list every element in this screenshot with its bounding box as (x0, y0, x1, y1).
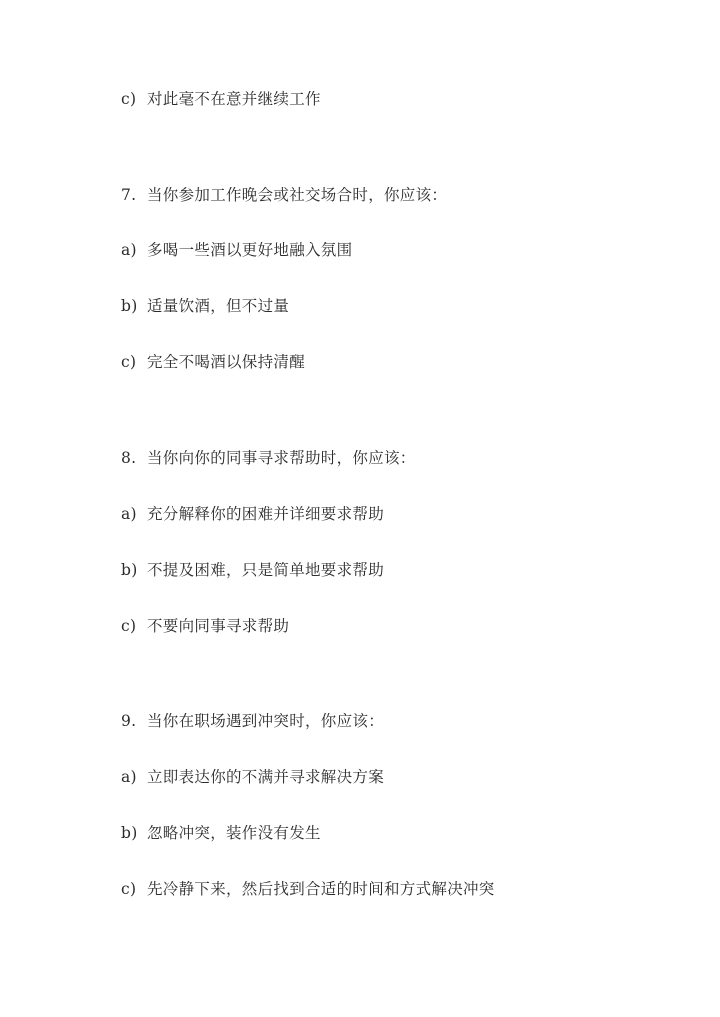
option-8b (121, 560, 384, 580)
option-marker: c) (121, 90, 137, 108)
option-marker: b) (121, 561, 138, 579)
option-text: 不提及困难，只是简单地要求帮助 (147, 561, 385, 579)
question-text: 当你向你的同事寻求帮助时，你应该： (147, 449, 416, 467)
option-8a (121, 504, 384, 524)
option-9c (121, 879, 495, 899)
question-number: 9. (121, 712, 137, 730)
option-marker: a) (121, 241, 137, 259)
question-9 (121, 711, 384, 731)
question-number: 7. (121, 186, 137, 204)
option-text: 先冷静下来，然后找到合适的时间和方式解决冲突 (147, 880, 495, 898)
option-9a (121, 767, 384, 787)
option-text: 适量饮酒，但不过量 (147, 297, 290, 315)
question-text: 当你在职场遇到冲突时，你应该： (147, 712, 385, 730)
question-7 (121, 185, 447, 205)
option-marker: b) (121, 824, 138, 842)
option-7c (121, 352, 305, 372)
option-6c (121, 89, 321, 109)
option-text: 多喝一些酒以更好地融入氛围 (147, 241, 353, 259)
option-7a (121, 240, 352, 260)
option-text: 充分解释你的困难并详细要求帮助 (147, 505, 385, 523)
option-marker: b) (121, 297, 138, 315)
option-7b (121, 296, 289, 316)
option-text: 不要向同事寻求帮助 (147, 617, 290, 635)
question-text: 当你参加工作晚会或社交场合时，你应该： (147, 186, 448, 204)
option-marker: c) (121, 353, 137, 371)
option-marker: c) (121, 880, 137, 898)
question-number: 8. (121, 449, 137, 467)
option-marker: c) (121, 617, 137, 635)
question-8 (121, 448, 416, 468)
option-9b (121, 823, 321, 843)
option-marker: a) (121, 505, 137, 523)
option-text: 对此毫不在意并继续工作 (147, 90, 321, 108)
option-marker: a) (121, 768, 137, 786)
option-text: 忽略冲突，装作没有发生 (147, 824, 321, 842)
option-text: 立即表达你的不满并寻求解决方案 (147, 768, 385, 786)
option-8c (121, 616, 289, 636)
option-text: 完全不喝酒以保持清醒 (147, 353, 306, 371)
